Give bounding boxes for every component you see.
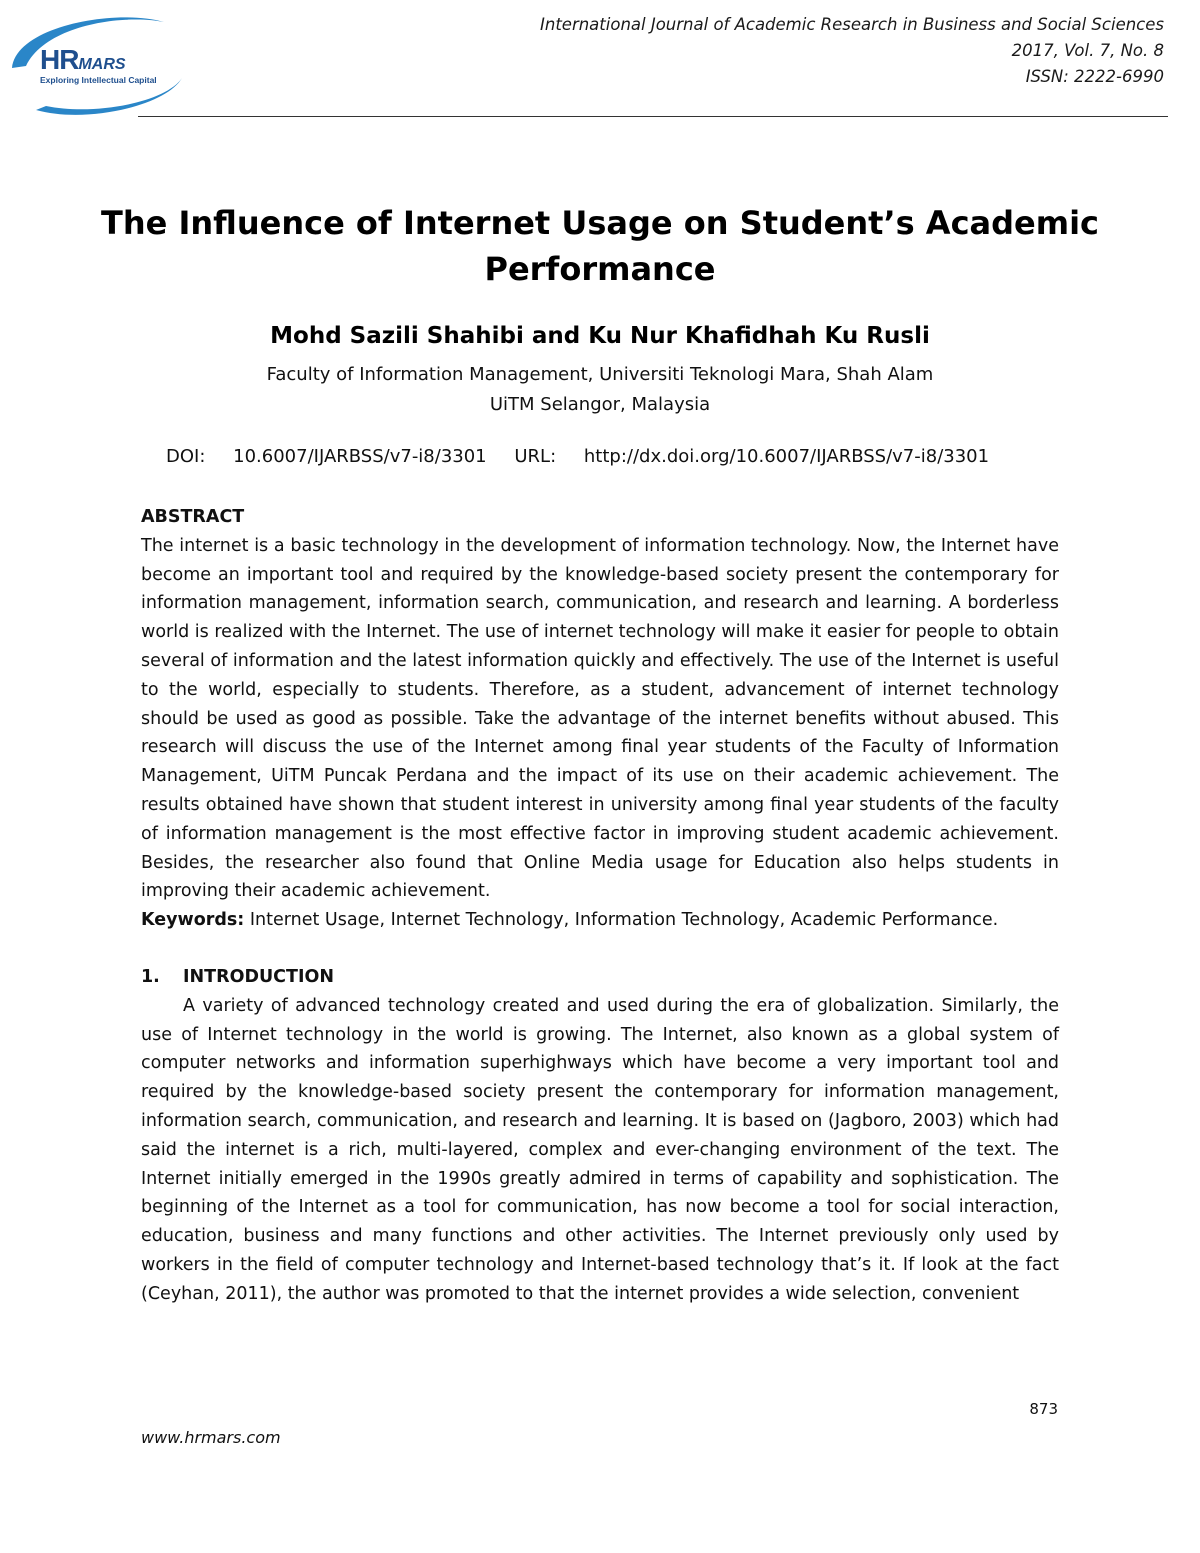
abstract-heading: ABSTRACT: [141, 507, 245, 527]
footer-website[interactable]: www.hrmars.com: [141, 1428, 281, 1447]
title-line-2: Performance: [484, 250, 716, 288]
logo-wordmark: [40, 44, 126, 76]
title-line-1: The Influence of Internet Usage on Student’s Academic: [100, 204, 1100, 242]
paper-title: [100, 200, 1100, 292]
section-title: INTRODUCTION: [183, 966, 334, 987]
logo-tagline: Exploring Intellectual Capital: [40, 75, 157, 85]
logo-brand-main: HR: [40, 44, 79, 75]
abstract-text: The internet is a basic technology in the development of information technology. Now, the Internet have become an important tool and required by the knowledge-based society present the contemporary for information management, information search, communication, and research and learning. A borderless world is realized with the Internet. The use of internet technology will make it easier for people to obtain several of information and the latest information quickly and effectively. The use of the Internet is useful to the world, especially to students. Therefore, as a student, advancement of internet technology should be used as good as possible. Take the advantage of the internet benefits without abused. This research will discuss the use of the Internet among final year students of the Faculty of Information Management, UiTM Puncak Perdana and the impact of its use on their academic achievement. The results obtained have shown that student interest in university among final year students of the faculty of information management is the most effective factor in improving student academic achievement. Besides, the researcher also found that Online Media usage for Education also helps students in improving their academic achievement.: [141, 535, 1059, 902]
author-affiliation: [100, 360, 1100, 420]
page-number: 873: [1029, 1400, 1058, 1418]
paper-authors: Mohd Sazili Shahibi and Ku Nur Khafidhah Ku Rusli: [270, 323, 930, 349]
journal-header: [540, 12, 1164, 90]
paper-body: [141, 503, 1059, 1309]
keywords-text: Internet Usage, Internet Technology, Information Technology, Academic Performance.: [249, 910, 999, 931]
doi-value[interactable]: 10.6007/IJARBSS/v7-i8/3301: [233, 446, 487, 467]
header-divider: [138, 116, 1168, 117]
affiliation-line-2: UiTM Selangor, Malaysia: [489, 394, 711, 415]
journal-name: International Journal of Academic Research in Business and Social Sciences: [540, 15, 1164, 34]
hrmars-logo: [6, 6, 184, 122]
doi-label: DOI:: [166, 446, 206, 467]
affiliation-line-1: Faculty of Information Management, Universiti Teknologi Mara, Shah Alam: [266, 364, 934, 385]
introduction-heading: [141, 963, 1059, 992]
doi-line: [166, 446, 1011, 467]
url-link[interactable]: http://dx.doi.org/10.6007/IJARBSS/v7-i8/3301: [583, 446, 990, 467]
url-label: URL:: [514, 446, 557, 467]
keywords-label: Keywords:: [141, 910, 245, 931]
section-number: 1.: [141, 966, 160, 987]
journal-issue: 2017, Vol. 7, No. 8: [1011, 41, 1164, 60]
logo-brand-sub: MARS: [78, 56, 126, 73]
journal-issn: ISSN: 2222-6990: [1025, 67, 1164, 86]
introduction-text: A variety of advanced technology created and used during the era of globalization. Similarly, the use of Internet technology in the world is growing. The Internet, also known as a global system of computer networks and information superhighways which have become a very important tool and required by the knowledge-based society present the contemporary for information management, information search, communication, and research and learning. It is based on (Jagboro, 2003) which had said the internet is a rich, multi-layered, complex and ever-changing environment of the text. The Internet initially emerged in the 1990s greatly admired in terms of capability and sophistication. The beginning of the Internet as a tool for communication, has now become a tool for social interaction, education, business and many functions and other activities. The Internet previously only used by workers in the field of computer technology and Internet-based technology that’s it. If look at the fact (Ceyhan, 2011), the author was promoted to that the internet provides a wide selection, convenient: [141, 995, 1059, 1304]
keywords-line: [141, 906, 1059, 935]
